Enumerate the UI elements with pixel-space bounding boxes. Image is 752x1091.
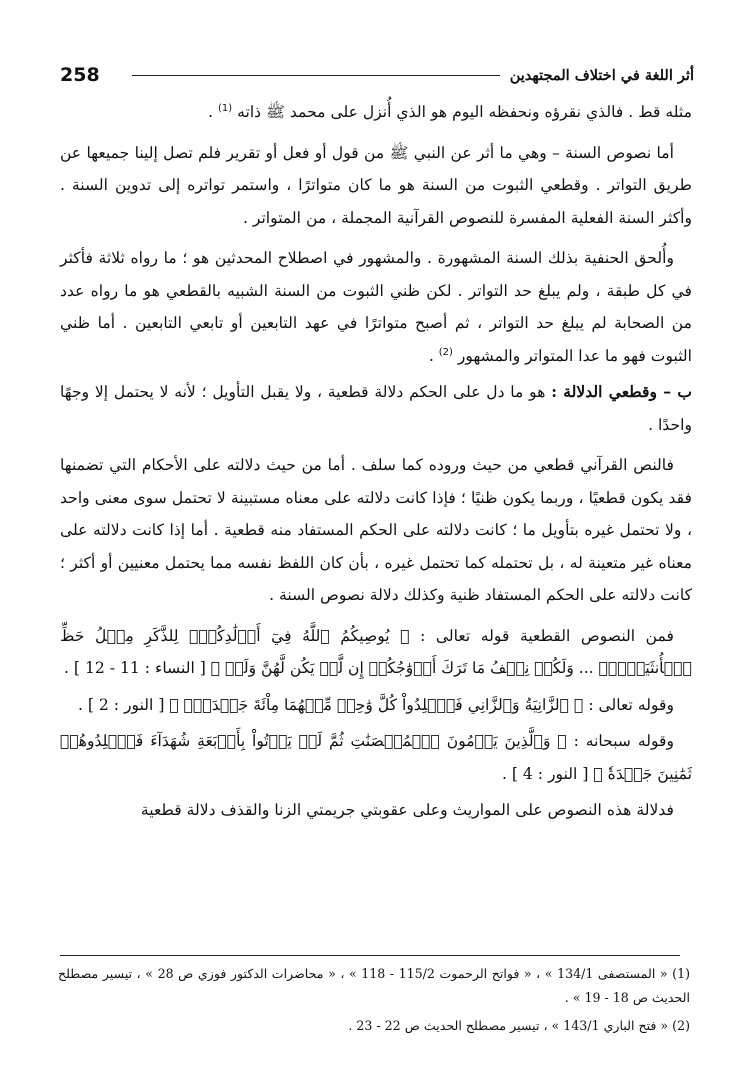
paragraph-6-quran: فمن النصوص القطعية قوله تعالى : ﴿ يُوصِيكُمُ ٱللَّهُ فِيٓ أَوۡلَٰدِكُمۡۖ لِلذَّكَرِ مِثۡلُ حَظِّ ٱلۡأُنثَيَيۡنِۚ ... وَلَكُمۡ نِصۡفُ مَا تَرَكَ أَزۡوَٰجُكُمۡ إِن لَّمۡ يَكُن لَّهُنَّ وَلَدٞ ﴾ [ النساء : 11 - 12 ] . — [60, 626, 692, 677]
footnote-1: (1) « المستصفى 134/1 » ، « فواتح الرحموت 115/2 - 118 » ، « محاضرات الدكتور فوزي ص 28 » ، تيسير مصطلح الحديث ص 18 - 19 » . — [58, 966, 691, 1005]
header-rule — [132, 75, 500, 76]
paragraph-7-quran: وقوله تعالى : ﴿ ٱلزَّانِيَةُ وَٱلزَّانِي فَٱجۡلِدُواْ كُلَّ وَٰحِدٖ مِّنۡهُمَا مِاْئَةَ جَلۡدَةٖۖ ﴾ [ النور : 2 ] . — [77, 695, 674, 714]
page-header — [60, 58, 694, 92]
page-number: 258 — [60, 64, 100, 86]
footnote-ref-1: (1) — [217, 102, 233, 114]
paragraph-1: مثله قط . فالذي نقرؤه ونحفظه اليوم هو الذي أُنزل على محمد ﷺ ذاته $^{(1)}$ . — [208, 102, 692, 121]
paragraph-3: وأُلحق الحنفية بذلك السنة المشهورة . والمشهور في اصطلاح المحدثين هو ؛ ما رواه ثلاثة فأكثر في كل طبقة ، ولم يبلغ حد التواتر . لكن ظني الثبوت من السنة الشبيه بالقطعي هو ما رواه عدد من الصحابة لم يبلغ حد التواتر ، ثم أصبح متواترًا في عهد التابعين أو تابعي التابعين . أما ظني الثبوت فهو ما عدا المتواتر والمشهور $^{(2)}$ . — [60, 249, 692, 365]
footnote-ref-2: (2) — [438, 346, 453, 358]
footnotes — [58, 962, 690, 1042]
definition-term: ب – وقطعي الدلالة : — [551, 382, 692, 401]
footnote-2: (2) « فتح الباري 143/1 » ، تيسير مصطلح الحديث ص 22 - 23 . — [348, 1018, 690, 1033]
paragraph-5: فالنص القرآني قطعي من حيث وروده كما سلف . أما من حيث دلالته على الأحكام التي تضمنها فقد يكون قطعيًا ، وربما يكون ظنيًا ؛ فإذا كانت دلالته على معناه مستبينة لا تحتمل سوى معنى واحد ، ولا تحتمل غيره بتأويل ما ؛ كانت دلالته على الحكم المستفاد منه قطعية . أما إذا كانت دلالته على معناه غير متعينة له ، بل تحتمله كما تحتمل غيره ، بأن كان اللفظ نفسه مما يحتمل معنيين أو أكثر ؛ كانت دلالته على الحكم المستفاد ظنية وكذلك دلالة نصوص السنة . — [60, 456, 692, 604]
paragraph-9: فدلالة هذه النصوص على المواريث وعلى عقوبتي جريمتي الزنا والقذف دلالة قطعية — [140, 801, 674, 819]
paragraph-2: أما نصوص السنة – وهي ما أثر عن النبي ﷺ من قول أو فعل أو تقرير فلم تصل إلينا جميعها عن طريق التواتر . وقطعي الثبوت من السنة هو ما كان متواترًا ، واستمر تواتره إلى تدوين السنة . وأكثر السنة الفعلية المفسرة للنصوص القرآنية المجملة ، من المتواتر . — [60, 143, 692, 227]
paragraph-8-quran: وقوله سبحانه : ﴿ وَٱلَّذِينَ يَرۡمُونَ ٱلۡمُحۡصَنَٰتِ ثُمَّ لَمۡ يَأۡتُواْ بِأَرۡبَعَةِ شُهَدَآءَ فَٱجۡلِدُوهُمۡ ثَمَٰنِينَ جَلۡدَةٗ ﴾ [ النور : 4 ] . — [60, 732, 692, 783]
footnote-rule — [60, 955, 680, 956]
main-text — [60, 96, 692, 831]
paragraph-4: ب – وقطعي الدلالة : هو ما دل على الحكم دلالة قطعية ، ولا يقبل التأويل ؛ لأنه لا يحتمل إلا وجهًا واحدًا . — [60, 382, 692, 434]
running-title: أثر اللغة في اختلاف المجتهدين — [509, 66, 694, 84]
